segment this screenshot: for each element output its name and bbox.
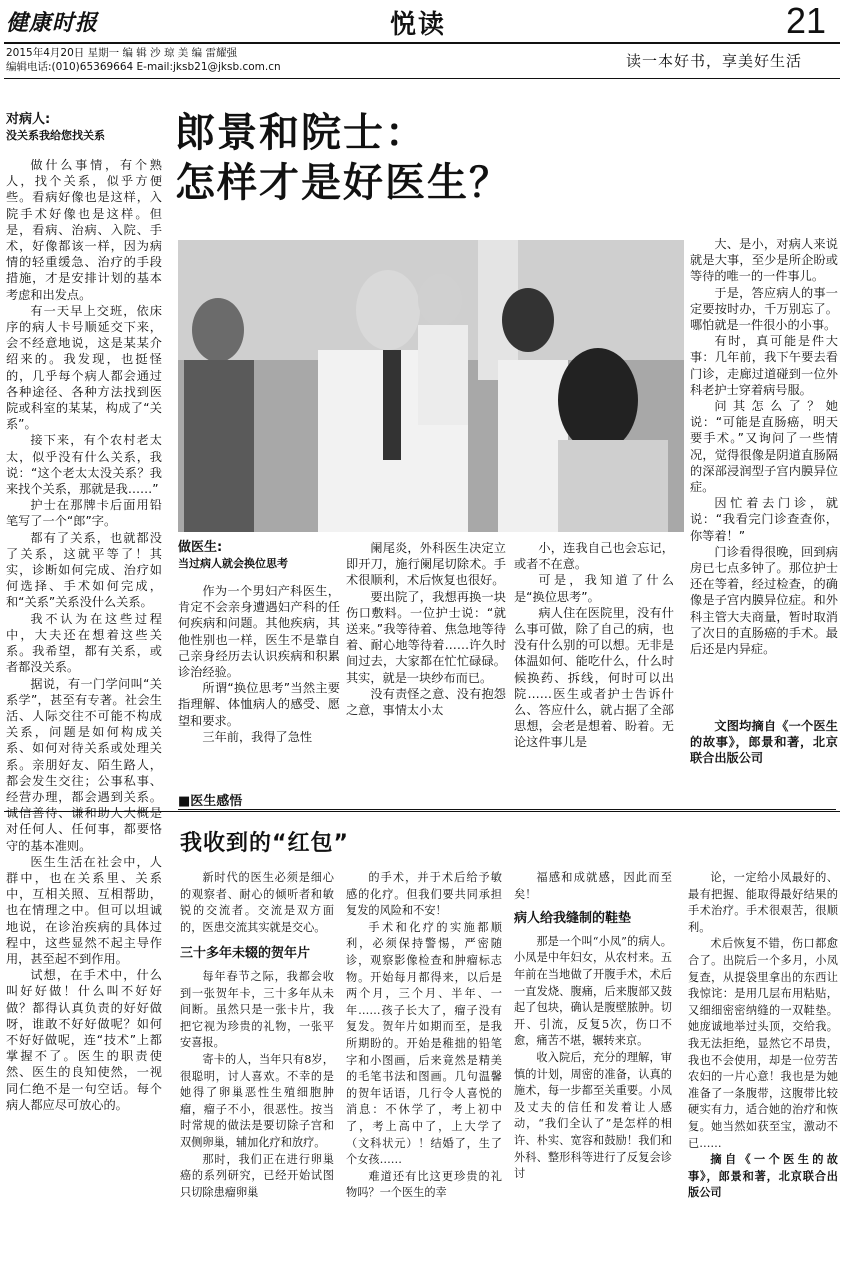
section-title: 悦读 — [390, 10, 447, 40]
paragraph: 病人住在医院里，没有什么事可做，除了自己的病，也没有什么别的可以想。无非是体温如何、能吃什么，什么时候换药、拆线，何时可以出院……医生或者护士告诉什么、答应什么，就占据了全部思想，会老是想着、盼着。无论这件事儿是 — [514, 605, 674, 750]
right-column — [690, 236, 838, 657]
article2-column-4 — [688, 870, 838, 1202]
paragraph: 那是一个叫“小凤”的病人。小凤是中年妇女，从农村来。五年前在当地做了开腹手术，术后一直发烧、腹痛，后来腹部又鼓起了包块，确认是腹壁脓肿。切开、引流，反复5次，伤口不愈，痛苦不堪，辗转来京。 — [514, 934, 672, 1048]
credit-line: 文图均摘自《一个医生的故事》，郎景和著，北京联合出版公司 — [690, 719, 838, 766]
paragraph: 难道还有比这更珍贵的礼物吗？一个医生的幸 — [346, 1169, 502, 1200]
paragraph: 阑尾炎，外科医生决定立即开刀，施行阑尾切除术。手术很顺利，术后恢复也很好。 — [346, 541, 506, 588]
paragraph: 要出院了，我想再换一块伤口敷料。一位护士说：“就送来。”我等待着、焦急地等待着、耐心地等待着……许久时间过去，大家都在忙忙碌碌。其实，就是一块纱布而已。 — [346, 589, 506, 685]
dateline — [6, 46, 281, 74]
paragraph: 试想，在手术中，什么叫好好做！什么叫不好好做？都得认真负责的好好做呀，谁敢不好好做呢？如何不好好做呢，连“技术”上都掌握不了。医生的职责使然、医生的良知使然，一视同仁绝不是一句空话。每个病人都应尽可放心的。 — [6, 968, 162, 1112]
headline-line2: 怎样才是好医生？ — [175, 159, 511, 206]
paragraph: 新时代的医生必须是细心的观察者、耐心的倾听者和敏锐的交流者。交流是双方面的，医患交流其实就是交心。 — [180, 871, 334, 934]
paragraph: 大、是小，对病人来说就是大事，至少是所企盼或等待的唯一的一件事儿。 — [690, 237, 838, 284]
doctor-body-1 — [178, 583, 340, 745]
paragraph: 护士在那牌卡后面用铅笔写了一个“郎”字。 — [6, 498, 162, 529]
doctor-heading: 做医生: — [178, 540, 223, 555]
paragraph: 做什么事情，有个熟人，找个关系，似乎方便些。看病好像也是这样，入院手术好像也是这样。但是，看病、治病、入院、手术，好像都该一样，因为病情的轻重缓急、治疗的手段措施，才是安排计划的基本考虑和出发点。 — [6, 158, 162, 302]
doctor-column-1 — [178, 540, 340, 745]
paragraph: 小，连我自己也会忘记，或者不在意。 — [514, 541, 674, 572]
paragraph: 福感和成就感，因此而至矣！ — [514, 871, 672, 901]
article2-column-2 — [346, 870, 502, 1202]
paragraph: 有时，真可能是件大事：几年前，我下午要去看门诊，走廊过道碰到一位外科老护士穿着病号服。 — [690, 334, 838, 397]
paragraph: 作为一个男妇产科医生，肯定不会亲身遭遇妇产科的任何疾病和问题。其他疾病，其他性别也一样，医生不是靠自己亲身经历去认识疾病和积累诊治经验。 — [178, 584, 340, 680]
divider — [4, 811, 840, 812]
paragraph: 收入院后，充分的理解，审慎的计划，周密的准备，认真的施术，每一步都至关重要。小凤及丈夫的信任和发着让人感动，“我们全认了”是怎样的相许、朴实、宽容和鼓励！我们和外科、整形科等进行了反复会诊讨 — [514, 1050, 672, 1181]
paragraph: 论，一定给小凤最好的、最有把握、能取得最好结果的手术治疗。手术很艰苦，很顺利。 — [688, 871, 838, 934]
paragraph: 手术和化疗的实施都顺利，必须保持警惕，严密随诊，观察影像检查和肿瘤标志物。开始每月都得来，以后是两个月，三个月、半年、一年……孩子长大了，瘤子没有复发。贺年片如期而至，是我所期盼的。开始是稚拙的铅笔字和小图画，后来竟然是精美的毛笔书法和图画。几句温馨的贺年话语，几行令人喜悦的消息：不休学了，考上初中了，考上高中了，上大学了（文科状元）！结婚了，生了个女孩…… — [346, 920, 502, 1167]
left-heading: 对病人: — [6, 112, 51, 127]
headline-line1: 郎景和院士： — [175, 109, 427, 156]
contact-info: 编辑电话:(010)65369664 E-mail:jksb21@jksb.com.cn — [6, 61, 281, 73]
section-bar — [178, 790, 836, 810]
date-editor: 2015年4月20日 星期一 编 辑 沙 琼 美 编 雷耀强 — [6, 47, 237, 59]
page-number: 21 — [786, 0, 827, 41]
left-subheading: 没关系我给您找关系 — [6, 129, 105, 142]
paragraph: 门诊看得很晚，回到病房已七点多钟了。那位护士还在等着，经过检查，的确像是子宫内膜异位症。和外科主管大夫商量，暂时取消了次日的直肠癌的手术。最后还是内异症。 — [690, 544, 838, 657]
section-bar-label: ■医生感悟 — [178, 794, 243, 809]
paragraph: 那时，我们正在进行卵巢癌的系列研究，已经开始试图只切除患瘤卵巢 — [180, 1152, 334, 1199]
photo-doctor-with-patients — [178, 240, 684, 532]
slogan: 读一本好书，享美好生活 — [626, 52, 803, 70]
article2-subheading-1: 三十多年未辍的贺年片 — [180, 946, 311, 962]
paragraph: 都有了关系，也就都没了关系，这就平等了！其实，诊断如何完成、治疗如何选择、手术如何完成，和“关系”关系没什么关系。 — [6, 530, 162, 610]
paragraph: 有一天早上交班，依床序的病人卡号顺延交下来，会不经意地说，这是某某介绍来的。我发现，也挺怪的，几乎每个病人都会通过各种途径、各种方法找到医院或科室的某某，构成了“关系”。 — [6, 303, 162, 432]
paragraph: 于是，答应病人的事一定要按时办，千万别忘了。哪怕就是一件很小的小事。 — [690, 285, 838, 333]
divider — [4, 78, 840, 79]
article2-credit: 摘自《一个医生的故事》，郎景和著，北京联合出版公司 — [688, 1153, 838, 1200]
paragraph: 的手术，并于术后给予敏感的化疗。但我们要共同承担复发的风险和不安！ — [346, 871, 502, 918]
doctor-subheading: 当过病人就会换位思考 — [178, 557, 288, 570]
paragraph: 寄卡的人，当年只有8岁，很聪明，讨人喜欢。不幸的是她得了卵巢恶性生殖细胞肿瘤，瘤子不小，很恶性。按当时常规的做法是要切除子宫和双侧卵巢，辅加化疗和放疗。 — [180, 1052, 334, 1149]
paragraph: 没有责怪之意、没有抱怨之意，事情太小太 — [346, 686, 506, 718]
doctor-body-2 — [346, 540, 506, 718]
paragraph: 医生生活在社会中，人群中，也在关系里、关系中，互相关照、互相帮助，也在情理之中。但可以坦诚地说，在诊治疾病的具体过程中，这些显然不起主导作用，甚至起不到作用。 — [6, 854, 162, 966]
article2-column-3 — [514, 870, 672, 1183]
paragraph: 可是，我知道了什么是“换位思考”。 — [514, 573, 674, 604]
headline — [175, 108, 511, 208]
paragraph: 据说，有一门学问叫“关系学”，甚至有专著。社会生活、人际交往不可能不构成关系，问题是如何构成关系、如何对待关系或处理关系。亲朋好友、陌生路人，都会发生交往；公事私事、经营办理，都会遇到关系。诚信善待、谦和助人大概是对任何人、任何事，都要恪守的基本准则。 — [6, 676, 162, 853]
paragraph: 三年前，我得了急性 — [202, 729, 313, 744]
paragraph: 术后恢复不错，伤口都愈合了。出院后一个多月，小凤复查，从提袋里拿出的东西让我惊诧：是用几层布用粘贴，又细细密密纳缝的一双鞋垫。她庞诚地举过头顶，交给我。我无法拒绝，显然它不昂贵，我也不会使用，却是一位劳苦农妇的一片心意！我也是为她准备了一条腹带，这腹带比较硬实有力，适合她的治疗和恢复。她当然如获至宝，激动不已…… — [688, 937, 838, 1150]
left-body — [6, 157, 162, 1113]
newspaper-logo: 健康时报 — [6, 10, 99, 36]
article2-column-1 — [180, 870, 334, 1201]
left-column — [6, 112, 162, 1113]
article2-subheading-2: 病人给我缝制的鞋垫 — [514, 911, 632, 927]
paragraph: 因忙着去门诊，就说：“我看完门诊查查你，你等着！” — [690, 496, 838, 543]
paragraph: 接下来，有个农村老太太，似乎没有什么关系，我说：“这个老太太没关系？我来找个关系，那就是我……” — [6, 433, 162, 497]
doctor-body-3 — [514, 540, 674, 751]
paragraph: 每年春节之际，我都会收到一张贺年卡，三十多年从未间断。虽然只是一张卡片，我把它视为珍贵的礼物，一张平安喜报。 — [180, 969, 334, 1050]
paragraph: 所谓“换位思考”当然主要指理解、体恤病人的感受、愿望和要求。 — [178, 681, 340, 728]
paragraph: 我不认为在这些过程中，大夫还在想着这些关系。我希望，都有关系，或者都没关系。 — [6, 611, 162, 675]
article-title: 我收到的“红包” — [180, 831, 349, 856]
paragraph: 问其怎么了？她说：“可能是直肠癌，明天要手术。”又询问了一些情况，觉得很像是阴道直肠隔的深部浸润型子宫内膜异位症。 — [690, 399, 838, 495]
